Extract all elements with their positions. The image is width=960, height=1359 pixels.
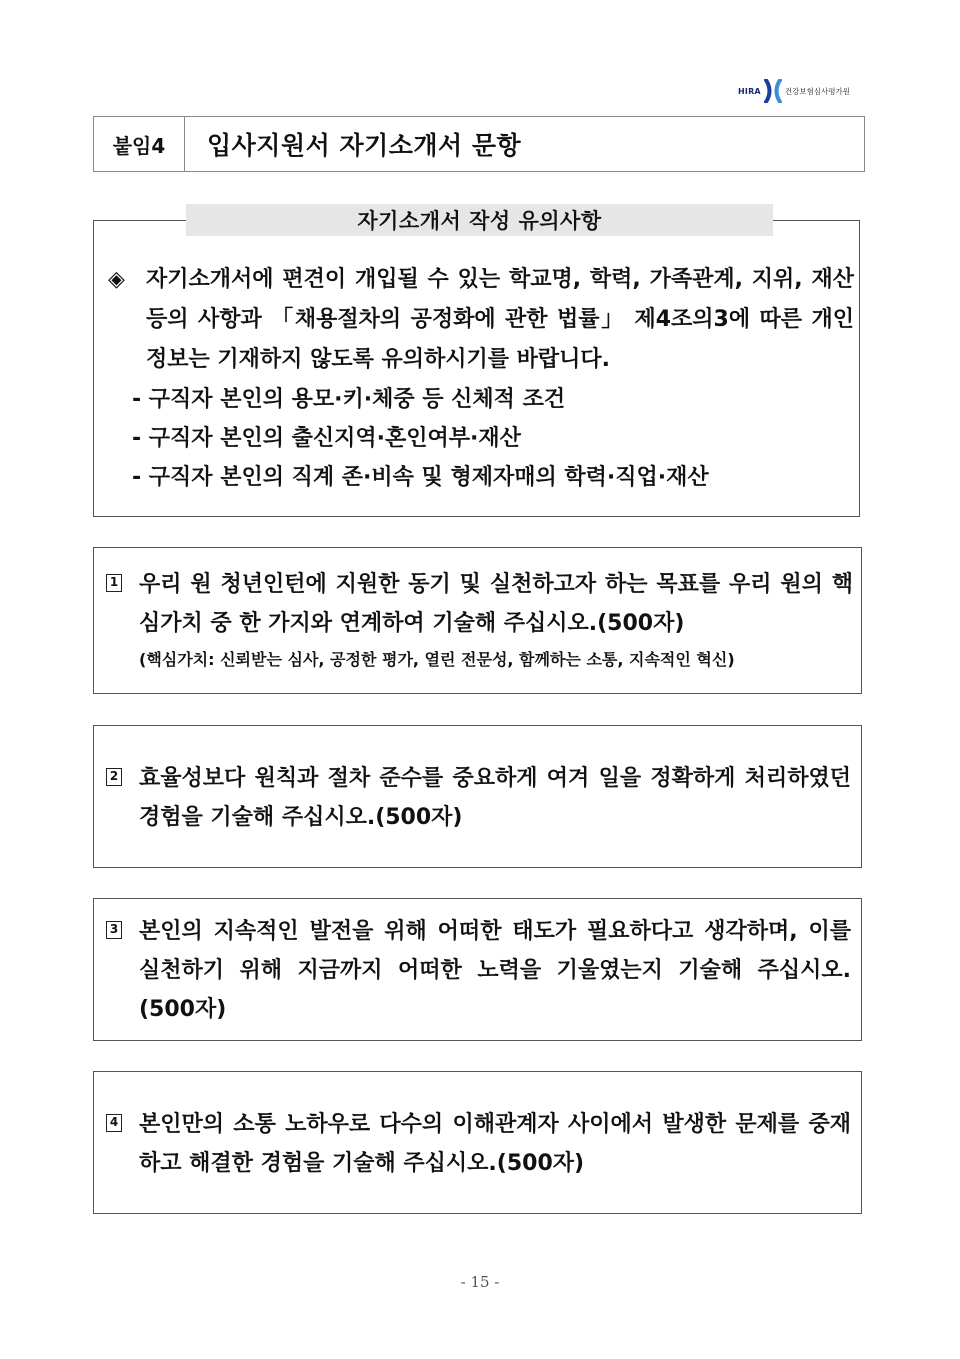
logo-text-en: HIRA — [738, 86, 761, 96]
notice-heading: 자기소개서 작성 유의사항 — [186, 204, 773, 236]
hira-logo — [738, 78, 868, 104]
question-note: (핵심가치: 신뢰받는 심사, 공정한 평가, 열린 전문성, 함께하는 소통, 지속적인 혁신) — [139, 650, 735, 669]
question-text: 우리 원 청년인턴에 지원한 동기 및 실천하고자 하는 목표를 우리 원의 핵심가치 중 한 가지와 연계하여 기술해 주십시오.(500자) — [139, 572, 853, 636]
question-text: 효율성보다 원칙과 절차 준수를 중요하게 여겨 일을 정확하게 처리하였던 경험을 기술해 주십시오.(500자) — [139, 766, 851, 830]
page-title: 입사지원서 자기소개서 문항 — [207, 131, 522, 160]
question-number: 3 — [106, 921, 122, 939]
hira-mark-icon — [764, 79, 782, 103]
question-text: 본인의 지속적인 발전을 위해 어떠한 태도가 필요하다고 생각하며, 이를 실천하기 위해 지금까지 어떠한 노력을 기울였는지 기술해 주십시오.(500자) — [139, 919, 851, 1022]
question-content — [106, 912, 851, 1029]
question-content — [106, 759, 851, 837]
notice-item: - 구직자 본인의 직계 존·비속 및 형제자매의 학력·직업·재산 — [132, 465, 709, 490]
notice-body — [108, 260, 860, 497]
question-box-2 — [93, 725, 862, 868]
question-content — [106, 565, 851, 677]
attachment-tag: 붙임4 — [94, 117, 185, 171]
question-number: 4 — [106, 1114, 122, 1132]
question-box-4 — [93, 1071, 862, 1214]
logo-text-ko: 건강보험심사평가원 — [784, 86, 851, 96]
question-number: 2 — [106, 768, 122, 786]
notice-list — [108, 380, 860, 497]
title-box — [93, 116, 865, 172]
question-number: 1 — [106, 574, 122, 592]
notice-item: - 구직자 본인의 출신지역·혼인여부·재산 — [132, 426, 521, 451]
question-box-3 — [93, 898, 862, 1041]
diamond-bullet-icon: ◈ — [108, 267, 125, 292]
notice-item: - 구직자 본인의 용모·키·체중 등 신체적 조건 — [132, 387, 566, 412]
question-box-1 — [93, 547, 862, 694]
notice-lead-text: 자기소개서에 편견이 개입될 수 있는 학교명, 학력, 가족관계, 지위, 재산 등의 사항과 「채용절차의 공정화에 관한 법률」 제4조의3에 따른 개인정보는 기재하지 않도록 유의하시기를 바랍니다. — [146, 267, 854, 372]
page-number: - 15 - — [460, 1273, 500, 1291]
question-content — [106, 1105, 851, 1183]
notice-lead — [108, 260, 860, 380]
question-text: 본인만의 소통 노하우로 다수의 이해관계자 사이에서 발생한 문제를 중재하고 해결한 경험을 기술해 주십시오.(500자) — [139, 1112, 851, 1176]
